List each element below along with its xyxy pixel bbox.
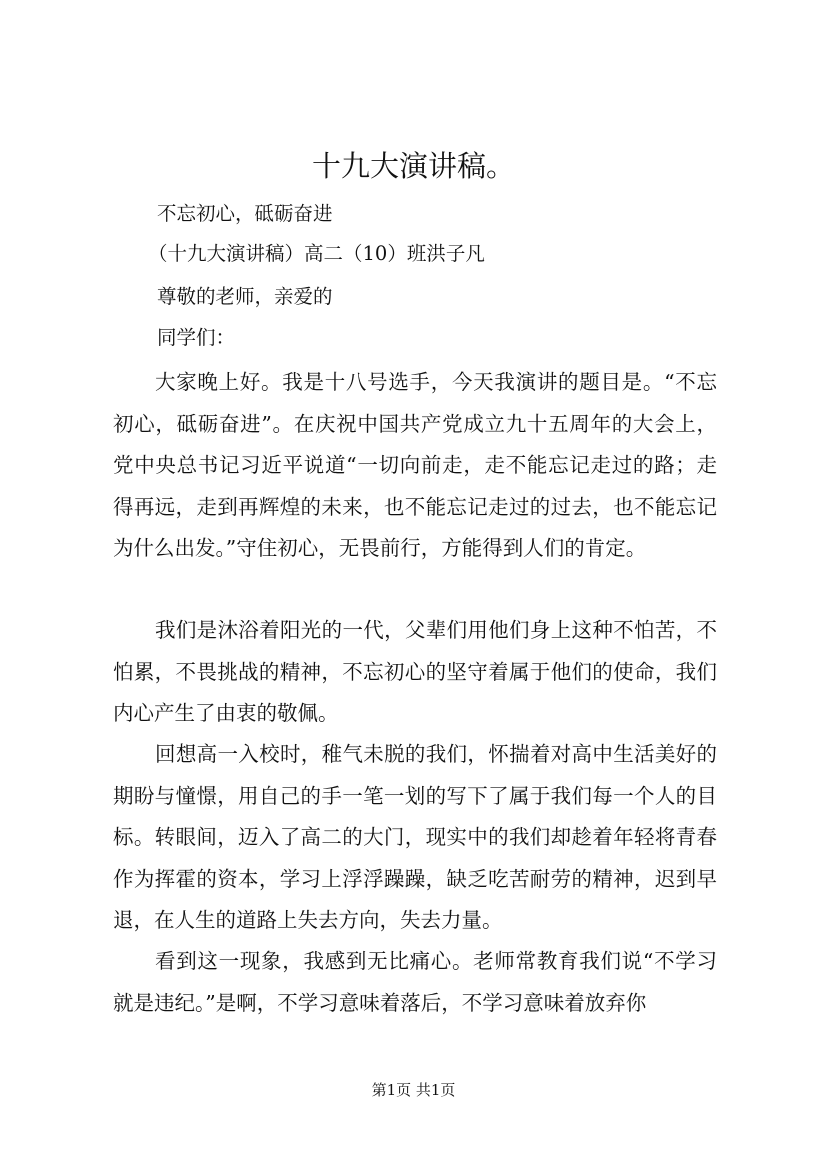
page-number-footer: 第1页 共1页: [371, 1081, 456, 1099]
body-paragraph-4: 看到这一现象，我感到无比痛心。老师常教育我们说“不学习就是违纪。”是啊，不学习意味着落后，不学习意味着放弃你: [113, 949, 717, 1015]
greeting-line: 尊敬的老师，亲爱的: [157, 285, 333, 308]
body-paragraph-1: 大家晚上好。我是十八号选手，今天我演讲的题目是。“不忘初心，砥砺奋进”。在庆祝中国共产党成立九十五周年的大会上，党中央总书记习近平说道“一切向前走，走不能忘记走过的路；走得再远，走到再辉煌的未来，也不能忘记走过的过去，也不能忘记为什么出发。”守住初心，无畏前行，方能得到人们的肯定。: [113, 370, 717, 560]
document-title: 十九大演讲稿。: [311, 149, 515, 183]
speech-author-line: （十九大演讲稿）高二（10）班洪子凡: [148, 242, 485, 265]
speech-subtitle: 不忘初心，砥砺奋进: [157, 202, 333, 225]
body-paragraph-2: 我们是沐浴着阳光的一代，父辈们用他们身上这种不怕苦，不怕累，不畏挑战的精神，不忘初心的坚守着属于他们的使命，我们内心产生了由衷的敬佩。: [113, 618, 717, 725]
body-paragraph-3: 回想高一入校时，稚气未脱的我们，怀揣着对高中生活美好的期盼与憧憬，用自己的手一笔一划的写下了属于我们每一个人的目标。转眼间，迈入了高二的大门，现实中的我们却趁着年轻将青春作为挥霍的资本，学习上浮浮躁躁，缺乏吃苦耐劳的精神，迟到早退，在人生的道路上失去方向，失去力量。: [113, 742, 717, 932]
greeting-line-continued: 同学们：: [157, 326, 236, 349]
